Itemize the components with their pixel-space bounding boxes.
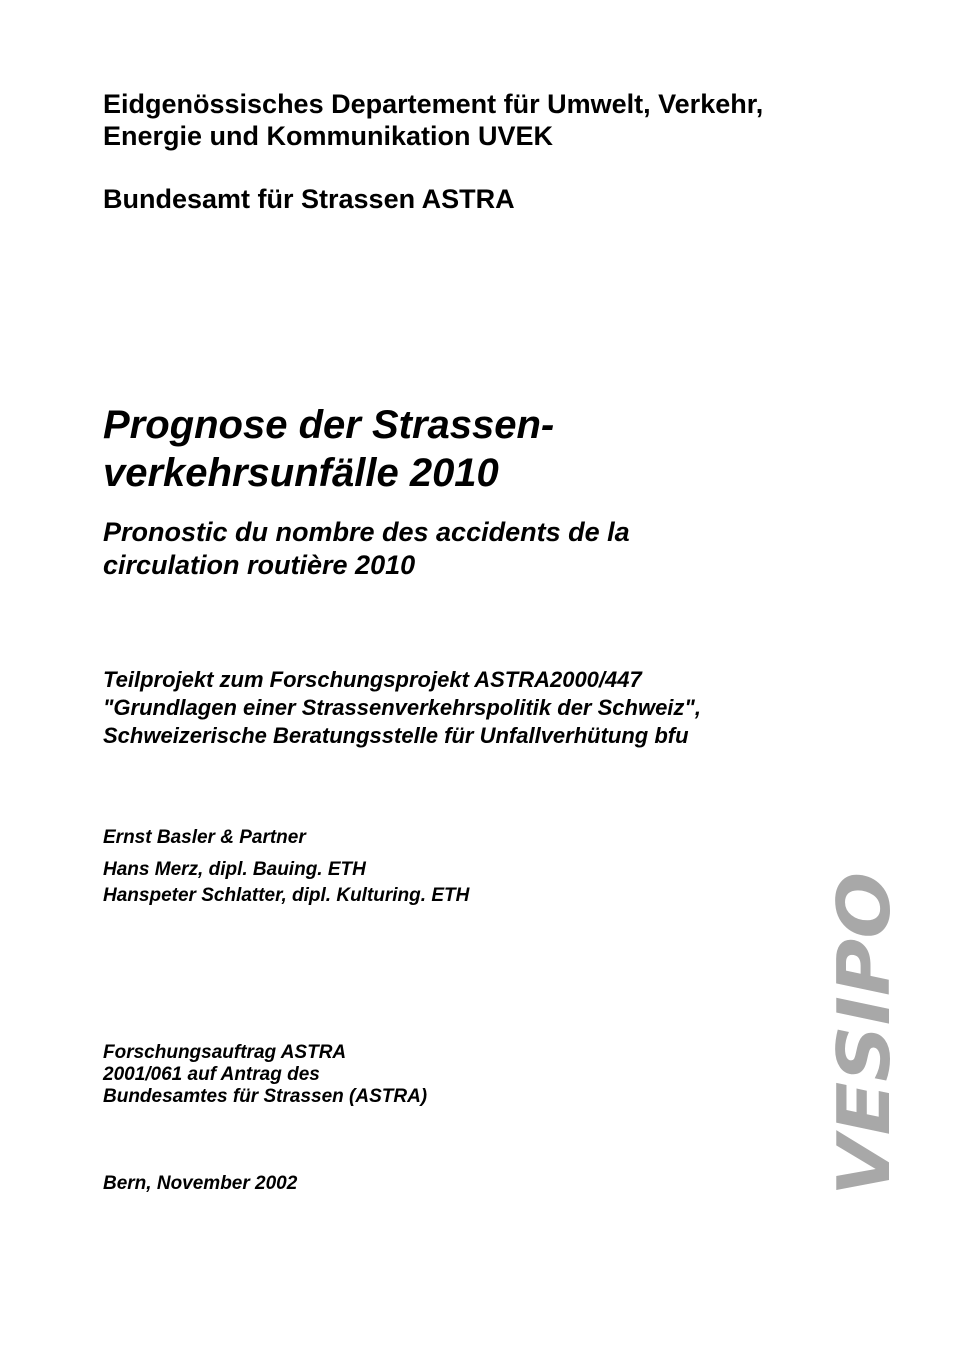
project-line-2: "Grundlagen einer Strassenverkehrspolitik der Schweiz", [103,695,701,720]
federal-office: Bundesamt für Strassen ASTRA [103,184,515,214]
author-2: Hanspeter Schlatter, dipl. Kulturing. ETH [103,885,470,906]
commission-line-1: Forschungsauftrag ASTRA [103,1042,347,1063]
department-line-1: Eidgenössisches Departement für Umwelt, Verkehr, [103,89,764,119]
vesipo-logo-text: VESIPO [822,898,906,1196]
vesipo-logo [822,872,906,1196]
commission-line-2: 2001/061 auf Antrag des [103,1064,320,1085]
author-1: Hans Merz, dipl. Bauing. ETH [103,859,366,880]
title-line-1: Prognose der Strassen- [103,403,555,447]
commission-line-3: Bundesamtes für Strassen (ASTRA) [103,1086,428,1107]
place-date: Bern, November 2002 [103,1173,298,1194]
author-company: Ernst Basler & Partner [103,827,306,848]
project-line-1: Teilprojekt zum Forschungsprojekt ASTRA2000/447 [103,667,642,692]
project-line-3: Schweizerische Beratungsstelle für Unfallverhütung bfu [103,723,689,748]
department-line-2: Energie und Kommunikation UVEK [103,121,554,151]
subtitle-line-1: Pronostic du nombre des accidents de la [103,517,630,547]
title-line-2: verkehrsunfälle 2010 [103,451,499,495]
subtitle-line-2: circulation routière 2010 [103,550,416,580]
